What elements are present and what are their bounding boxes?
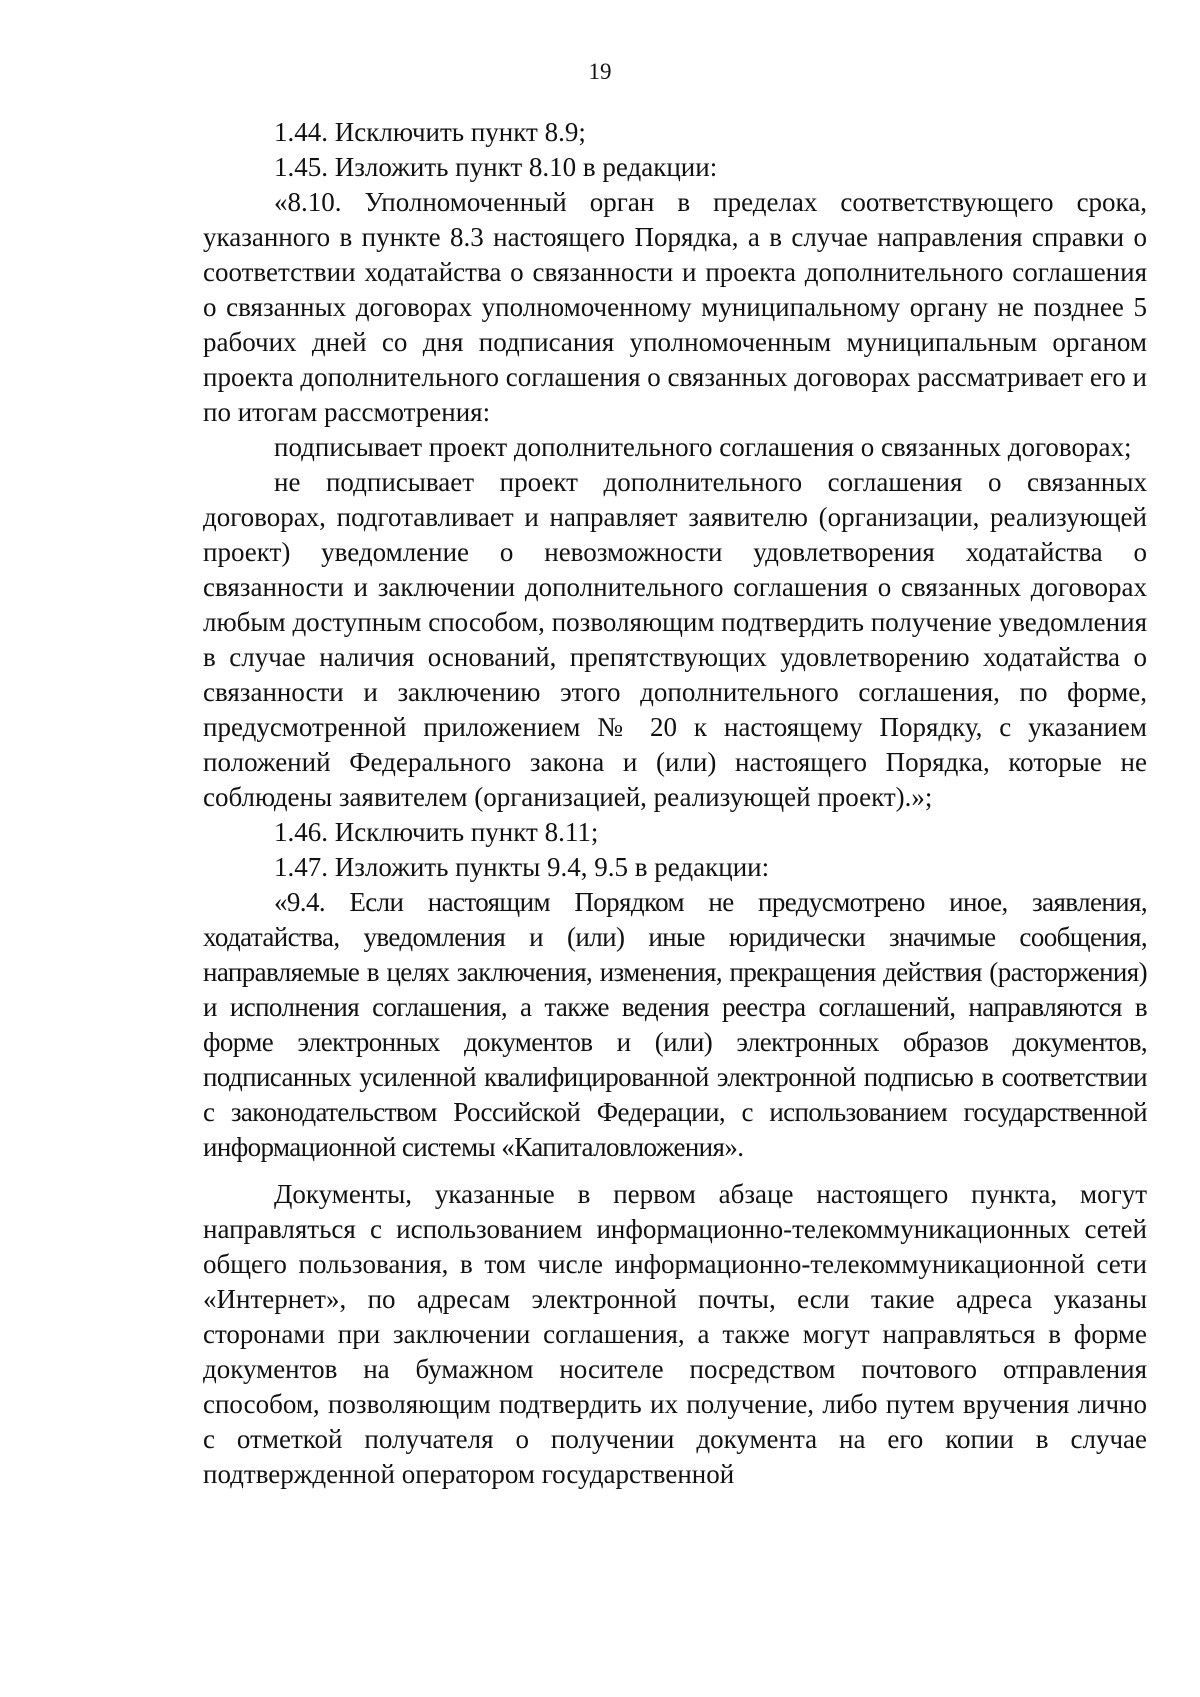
paragraph-signs-agreement: подписывает проект дополнительного соглашения о связанных договорах; xyxy=(274,432,1132,462)
paragraph-1-46: 1.46. Исключить пункт 8.11; xyxy=(274,817,599,847)
paragraph-1-45: 1.45. Изложить пункт 8.10 в редакции: xyxy=(274,152,718,182)
paragraph-does-not-sign-agreement: не подписывает проект дополнительного соглашения о связанных договорах, подготавливает и направляет заявителю (организации, реализующей проект) уведомление о невозможности удовлетворения ходатайства о связанности и заключении дополнительного соглашения о связанных договорах любым доступным способом, позволяющим подтвердить получение уведомления в случае наличия оснований, препятствующих удовлетворению ходатайства о связанности и заключению этого дополнительного соглашения, по форме, предусмотренной приложением № 20 к настоящему Порядку, с указанием положений Федерального закона и (или) настоящего Порядка, которые не соблюдены заявителем (организацией, реализующей проект).»; xyxy=(203,467,1147,812)
paragraph-documents-delivery: Документы, указанные в первом абзаце настоящего пункта, могут направляться с использованием информационно-телекоммуникационных сетей общего пользования, в том числе информационно-телекоммуникационной сети «Интернет», по адресам электронной почты, если такие адреса указаны сторонами при заключении соглашения, а также могут направляться в форме документов на бумажном носителе посредством почтового отправления способом, позволяющим подтвердить их получение, либо путем вручения лично с отметкой получателя о получении документа на его копии в случае подтвержденной оператором государственной xyxy=(203,1179,1147,1489)
paragraph-1-47: 1.47. Изложить пункты 9.4, 9.5 в редакции: xyxy=(274,852,770,882)
paragraph-9-4: «9.4. Если настоящим Порядком не предусмотрено иное, заявления, ходатайства, уведомления и (или) иные юридически значимые сообщения, направляемые в целях заключения, изменения, прекращения действия (расторжения) и исполнения соглашения, а также ведения реестра соглашений, направляются в форме электронных документов и (или) электронных образов документов, подписанных усиленной квалифицированной электронной подписью в соответствии с законодательством Российской Федерации, с использованием государственной информационной системы «Капиталовложения». xyxy=(203,887,1147,1162)
paragraph-8-10: «8.10. Уполномоченный орган в пределах соответствующего срока, указанного в пункте 8.3 настоящего Порядка, а в случае направления справки о соответствии ходатайства о связанности и проекта дополнительного соглашения о связанных договорах уполномоченному муниципальному органу не позднее 5 рабочих дней со дня подписания уполномоченным муниципальным органом проекта дополнительного соглашения о связанных договорах рассматривает его и по итогам рассмотрения: xyxy=(203,187,1147,427)
page-number: 19 xyxy=(588,59,612,84)
paragraph-1-44: 1.44. Исключить пункт 8.9; xyxy=(274,117,586,147)
document-body xyxy=(203,115,1147,1492)
